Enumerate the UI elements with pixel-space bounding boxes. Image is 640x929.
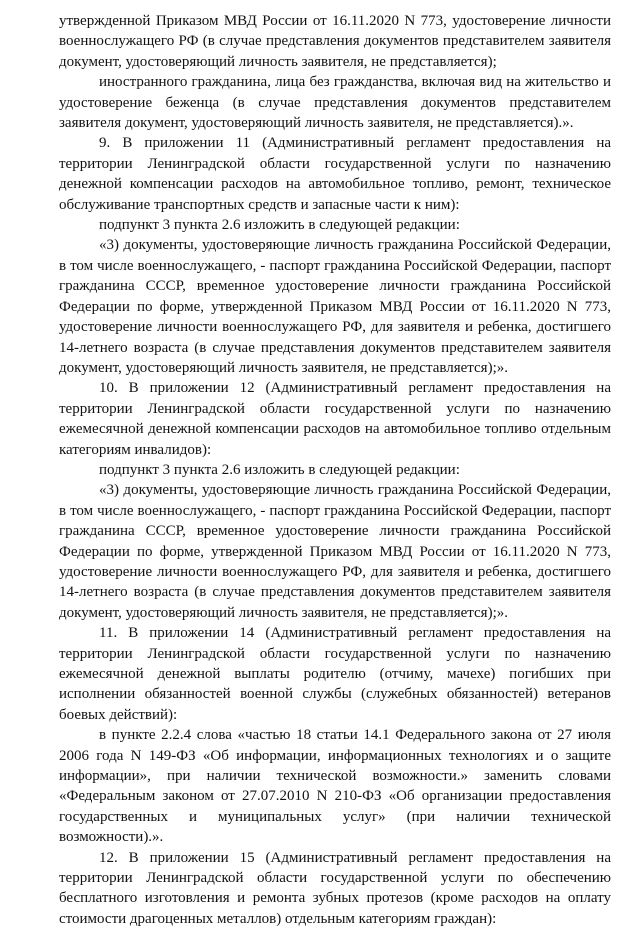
- paragraph-item-11-text: в пункте 2.2.4 слова «частью 18 статьи 14.1 Федерального закона от 27 июля 2006 года N 149-ФЗ «Об информации, информационных технологиях и о защите информации», при наличии технической возможности.» заменить словами «Федеральным законом от 27.07.2010 N 210-ФЗ «Об организации предоставления государственных и муниципальных услуг» (при наличии технической возможности).».: [59, 727, 611, 846]
- paragraph-item-9-text: «3) документы, удостоверяющие личность гражданина Российской Федерации, в том числе военнослужащего, - паспорт гражданина Российской Федерации, паспорт гражданина СССР, временное удостоверение личности гражданина Российской Федерации по форме, утвержденной Приказом МВД России от 16.11.2020 N 773, удостоверение личности военнослужащего РФ, для заявителя и ребенка, достигшего 14-летнего возраста (в случае представления документов представителем заявителя документ, удостоверяющий личность заявителя, не представляется);».: [59, 237, 611, 376]
- paragraph-foreign-citizen: иностранного гражданина, лица без гражданства, включая вид на жительство и удостоверение беженца (в случае представления документов представителем заявителя документ, удостоверяющий личность заявителя, не представляется).».: [59, 74, 611, 132]
- paragraph-item-10: 10. В приложении 12 (Административный регламент предоставления на территории Ленинградской области государственной услуги по назначению ежемесячной денежной компенсации расходов на автомобильное топливо отдельным категориям инвалидов):: [59, 380, 611, 458]
- paragraph-item-10-text: «3) документы, удостоверяющие личность гражданина Российской Федерации, в том числе военнослужащего, - паспорт гражданина Российской Федерации, паспорт гражданина СССР, временное удостоверение личности гражданина Российской Федерации по форме, утвержденной Приказом МВД России от 16.11.2020 N 773, удостоверение личности военнослужащего РФ, для заявителя и ребенка, достигшего 14-летнего возраста (в случае представления документов представителем заявителя документ, удостоверяющий личность заявителя, не представляется);».: [59, 482, 611, 621]
- paragraph-item-12: 12. В приложении 15 (Административный регламент предоставления на территории Ленинградской области государственной услуги по обеспечению бесплатного изготовления и ремонта зубных протезов (кроме расходов на оплату стоимости драгоценных металлов) отдельным категориям граждан):: [59, 849, 611, 927]
- paragraph-item-9-subclause: подпункт 3 пункта 2.6 изложить в следующей редакции:: [99, 217, 460, 234]
- paragraph-item-9: 9. В приложении 11 (Административный регламент предоставления на территории Ленинградской области государственной услуги по назначению денежной компенсации расходов на автомобильное топливо, ремонт, техническое обслуживание транспортных средств и запасные части к ним):: [59, 135, 611, 213]
- paragraph-item-10-subclause: подпункт 3 пункта 2.6 изложить в следующей редакции:: [99, 461, 460, 478]
- paragraph-passport-continuation: утвержденной Приказом МВД России от 16.11.2020 N 773, удостоверение личности военнослужащего РФ (в случае представления документов представителем заявителя документ, удостоверяющий личность заявителя, не представляется);: [59, 13, 611, 70]
- document-page: [59, 11, 611, 929]
- paragraph-item-11: 11. В приложении 14 (Административный регламент предоставления на территории Ленинградской области государственной услуги по назначению ежемесячной денежной выплаты родителю (отчиму, мачехе) погибших при исполнении обязанностей военной службы (служебных обязанностей) ветеранов боевых действий):: [59, 625, 611, 723]
